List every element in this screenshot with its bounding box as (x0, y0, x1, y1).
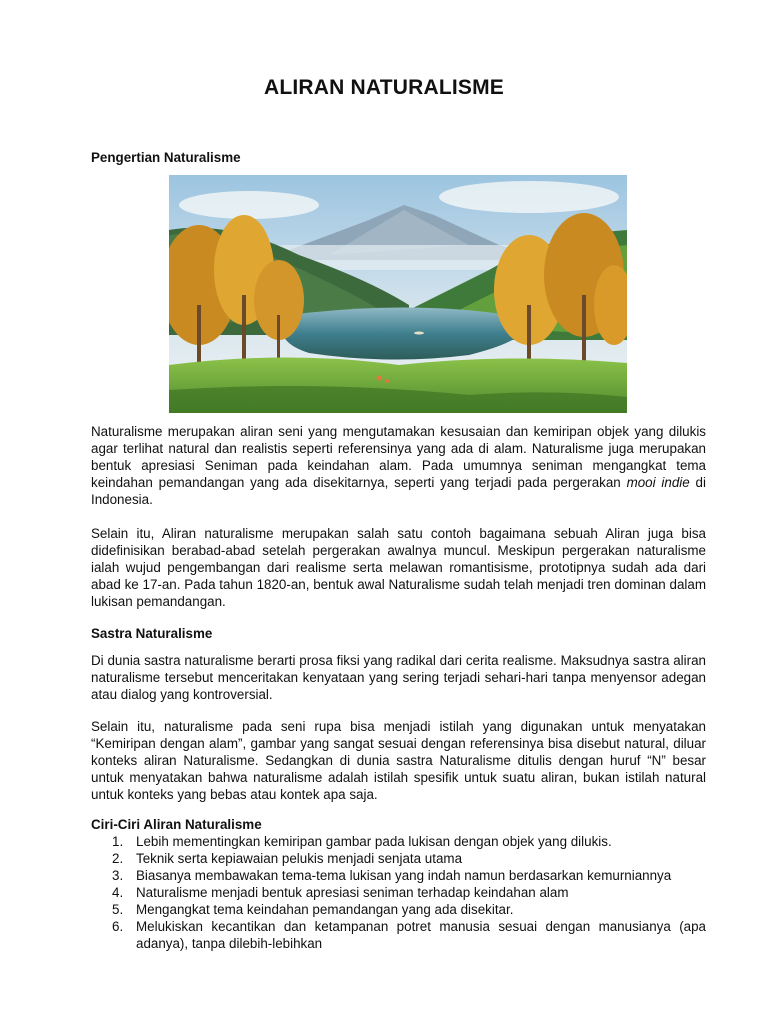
list-item-text: Naturalisme menjadi bentuk apresiasi seniman terhadap keindahan alam (136, 885, 569, 900)
list-item-text: Melukiskan kecantikan dan ketampanan potret manusia sesuai dengan manusianya (apa adanya), tanpa dilebih-lebihkan (136, 919, 706, 951)
paragraph-pengertian-2 (91, 525, 706, 610)
landscape-painting-image (169, 175, 627, 413)
list-number: 5. (112, 902, 124, 917)
paragraph-pengertian-1 (91, 423, 706, 508)
list-number: 3. (112, 868, 124, 883)
list-number: 1. (112, 834, 124, 849)
list-item-text: Lebih mementingkan kemiripan gambar pada lukisan dengan objek yang dilukis. (136, 834, 612, 849)
paragraph-sastra-2 (91, 718, 706, 803)
list-number: 4. (112, 885, 124, 900)
list-item-text: Biasanya membawakan tema-tema lukisan yang indah namun berdasarkan kemurniannya (136, 868, 672, 883)
list-item-text: Teknik serta kepiawaian pelukis menjadi senjata utama (136, 851, 463, 866)
paragraph-text: Selain itu, naturalisme pada seni rupa bisa menjadi istilah yang digunakan untuk menyatakan “Kemiripan dengan alam”, gambar yang sangat sesuai dengan referensinya bisa disebut natural, diluar konteks aliran Naturalisme. Sedangkan di dunia sastra Naturalisme ditulis dengan huruf “N” besar untuk menyatakan bahwa naturalisme adalah istilah spesifik untuk suatu aliran, bukan istilah natural untuk konteks yang bebas atau kontek apa saja. (91, 719, 706, 802)
section-heading-sastra: Sastra Naturalisme (91, 626, 213, 641)
list-item (91, 833, 706, 850)
list-item (91, 884, 706, 901)
paragraph-text-end: di Indonesia. (91, 475, 706, 507)
list-item (91, 867, 706, 884)
paragraph-text: Selain itu, Aliran naturalisme merupakan salah satu contoh bagaimana sebuah Aliran juga bisa didefinisikan berabad-abad setelah pergerakan awalnya muncul. Meskipun pergerakan naturalisme ialah wujud pengembangan dari realisme serta melawan romantisisme, prototipnya sudah ada dari abad ke 17-an. Pada tahun 1820-an, bentuk awal Naturalisme sudah telah menjadi tren dominan dalam lukisan pemandangan. (91, 526, 706, 609)
paragraph-text: Naturalisme merupakan aliran seni yang mengutamakan kesusaian dan kemiripan objek yang dilukis agar terlihat natural dan realistis seperti referensinya yang ada di alam. Naturalisme juga merupakan bentuk apresiasi Seniman pada keindahan alam. Pada umumnya seniman mengangkat tema keindahan pemandangan yang ada disekitarnya, seperti yang terjadi pada pergerakan (91, 424, 706, 490)
ciri-list (91, 833, 706, 952)
document-title: ALIRAN NATURALISME (263, 76, 505, 99)
section-heading-pengertian: Pengertian Naturalisme (91, 150, 241, 165)
list-number: 6. (112, 919, 124, 934)
italic-term: mooi indie (626, 475, 690, 490)
paragraph-sastra-1 (91, 652, 706, 703)
paragraph-text: Di dunia sastra naturalisme berarti prosa fiksi yang radikal dari cerita realisme. Maksudnya sastra aliran naturalisme tersebut menceritakan kenyataan yang sering terjadi sehari-hari tanpa menyensor adegan atau dialog yang kontroversial. (91, 653, 706, 702)
list-item-text: Mengangkat tema keindahan pemandangan yang ada disekitar. (136, 902, 514, 917)
list-item (91, 901, 706, 918)
list-number: 2. (112, 851, 124, 866)
list-item (91, 918, 706, 952)
section-heading-ciri: Ciri-Ciri Aliran Naturalisme (91, 817, 262, 832)
list-item (91, 850, 706, 867)
